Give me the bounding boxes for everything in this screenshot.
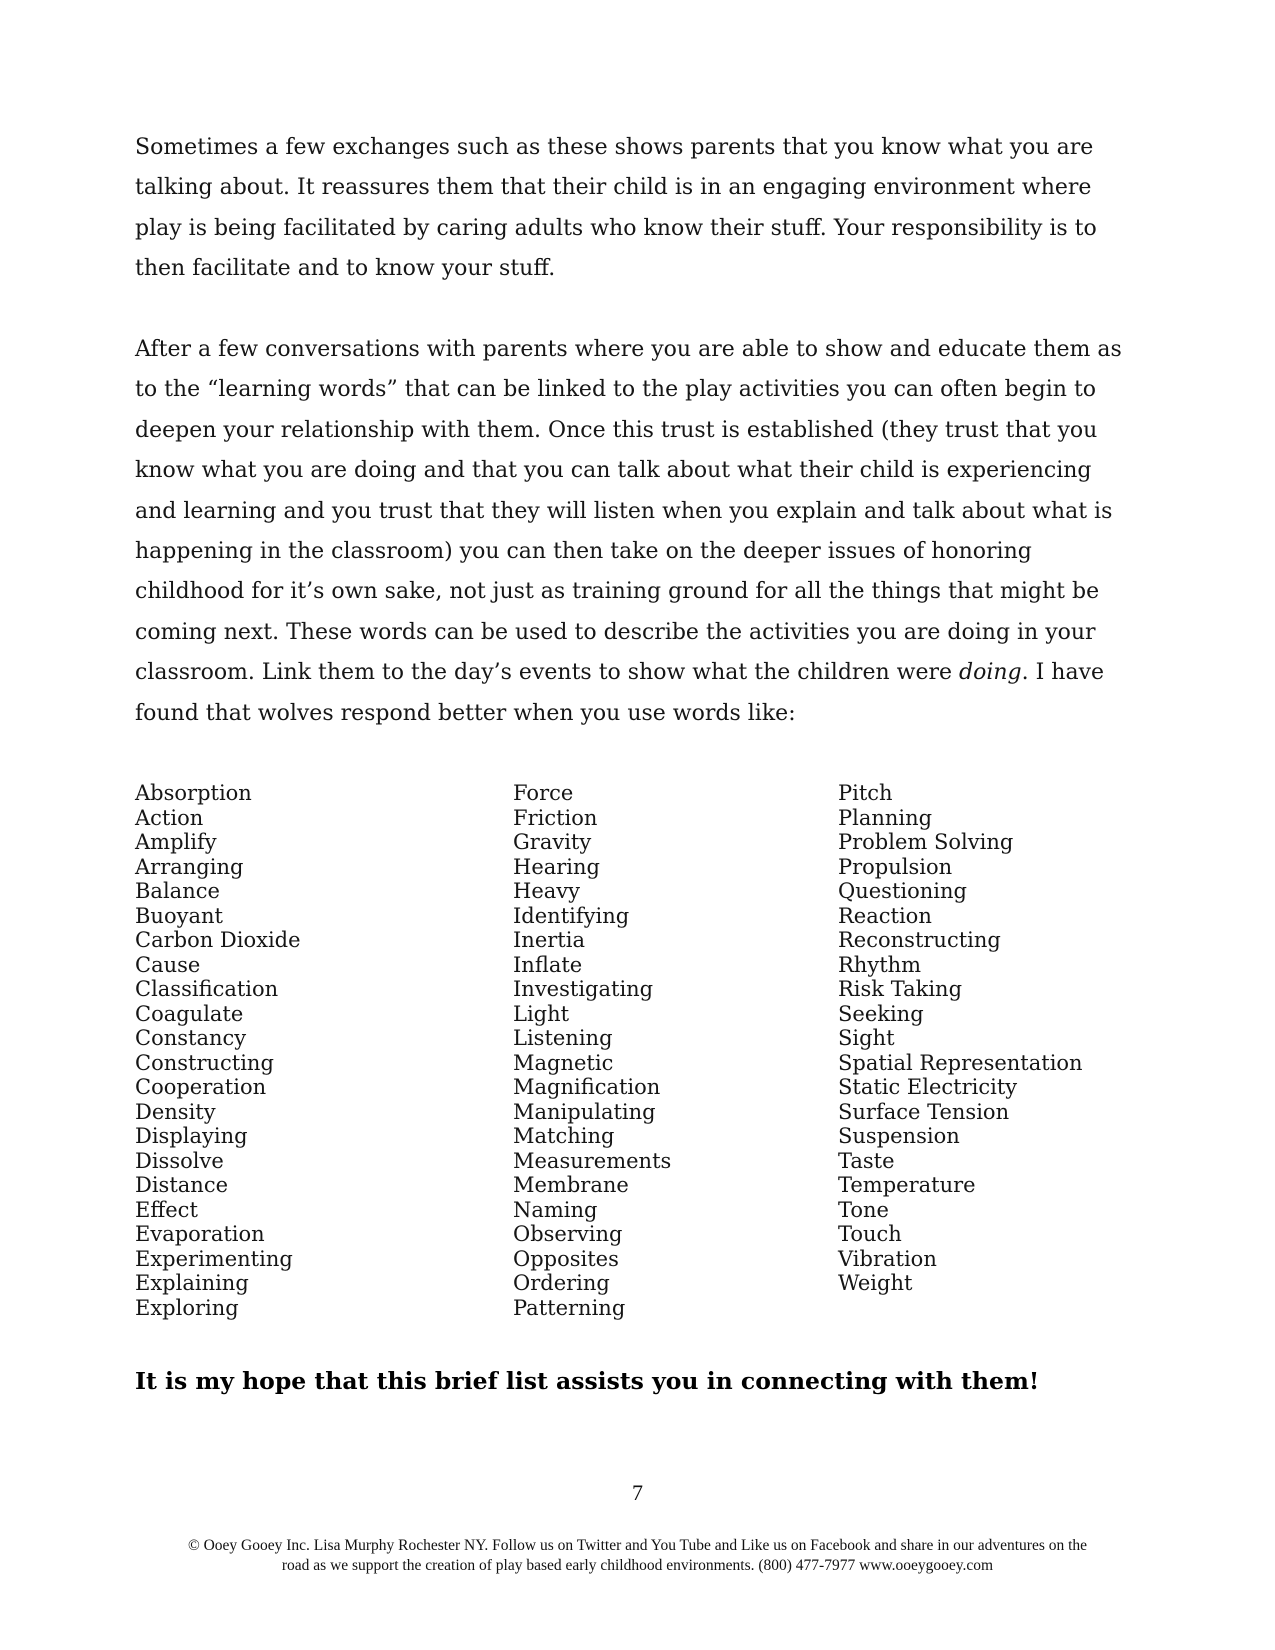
word-list-item: Opposites [513,1246,619,1271]
word-list-item: Exploring [135,1295,239,1320]
word-list-item: Force [513,781,574,805]
word-list-item: Constancy [135,1026,247,1050]
word-list-item: Dissolve [135,1148,224,1173]
word-list-item: Problem Solving [838,830,1014,854]
word-list-item: Density [135,1099,216,1124]
word-list-item: Surface Tension [838,1099,1010,1124]
word-list-item: Reaction [838,903,932,928]
word-list-item: Seeking [838,1001,924,1026]
word-list-item: Classification [135,977,279,1001]
emphasized-word: doing [959,660,1022,686]
word-list-column-3 [838,781,1083,1296]
word-list-item: Absorption [135,781,252,805]
word-list-item: Cause [135,952,201,977]
word-list-column-1 [135,781,301,1320]
footer-line-1: © Ooey Gooey Inc. Lisa Murphy Rochester NY. Follow us on Twitter and You Tube and Like us on Facebook and share in our adventures on the [187,1537,1088,1554]
word-list-item: Pitch [838,781,893,805]
word-list-item: Magnification [513,1075,661,1099]
word-list-item: Vibration [838,1246,937,1271]
word-list-item: Arranging [135,854,244,879]
word-list-item: Measurements [513,1148,672,1173]
word-list-item: Taste [838,1148,895,1173]
word-list-item: Sight [838,1026,895,1050]
word-list-item: Light [513,1001,570,1026]
word-list-item: Action [135,805,204,830]
word-list-item: Planning [838,805,933,830]
paragraph-text: After a few conversations with parents where you are able to show and educate them as to the “learning words” that can be linked to the play activities you can often begin to deepen your relationship with them. Once this trust is established (they trust that you know what you are doing and that you can talk about what their child is experiencing and learning and you trust that they will listen when you explain and talk about what is happening in the classroom) you can then take on the deeper issues of honoring childhood for it’s own sake, not just as training ground for all the things that might be coming next. These words can be used to describe the activities you are doing in your classroom. Link them to the day’s events to show what the children were [135,337,1122,686]
word-list-item: Magnetic [513,1050,614,1075]
word-list-item: Naming [513,1197,598,1222]
word-list-item: Questioning [838,879,967,903]
word-list-item: Distance [135,1173,229,1197]
word-list-item: Rhythm [838,952,922,977]
word-list-item: Buoyant [135,903,223,928]
word-list-column-2 [513,781,671,1320]
word-list-item: Coagulate [135,1001,244,1026]
word-list-item: Touch [838,1222,902,1246]
word-list-item: Amplify [135,830,217,854]
word-list-item: Heavy [513,879,580,903]
word-list-item: Inertia [513,928,585,952]
word-list-item: Hearing [513,854,600,879]
word-list-item: Manipulating [513,1099,656,1124]
word-list-item: Tone [838,1197,889,1222]
word-list-item: Gravity [513,830,592,854]
word-list-item: Risk Taking [838,977,963,1001]
word-list-item: Reconstructing [838,928,1001,952]
word-list-item: Constructing [135,1050,274,1075]
word-list-item: Effect [135,1197,198,1222]
word-list-item: Experimenting [135,1246,293,1271]
word-list-item: Observing [513,1222,623,1246]
word-list-item: Matching [513,1124,615,1148]
word-list-item: Evaporation [135,1222,265,1246]
footer [100,1536,1175,1576]
intro-paragraph: Sometimes a few exchanges such as these shows parents that you know what you are talking about. It reassures them that their child is in an engaging environment where play is being facilitated by caring adults who know their stuff. Your responsibility is to then facilitate and to know your stuff. [135,135,1097,282]
word-list-item: Listening [513,1026,613,1050]
word-list-item: Patterning [513,1295,626,1320]
word-list-item: Inflate [513,952,583,977]
word-list-item: Weight [838,1271,913,1295]
word-list-item: Explaining [135,1271,249,1295]
word-list-item: Identifying [513,903,630,928]
word-list-item: Suspension [838,1124,960,1148]
page-number: 7 [632,1480,643,1505]
word-list-item: Investigating [513,977,654,1001]
footer-line-2: road as we support the creation of play based early childhood environments. (800) 477-7977 www.ooeygooey.com [281,1557,994,1574]
word-list-item: Membrane [513,1173,629,1197]
word-list-item: Friction [513,805,598,830]
learning-words-paragraph [135,330,1135,734]
word-list-item: Static Electricity [838,1075,1018,1099]
word-list-item: Propulsion [838,854,953,879]
word-list-item: Balance [135,879,220,903]
word-list-item: Displaying [135,1124,248,1148]
word-list-item: Carbon Dioxide [135,928,301,952]
word-list-item: Temperature [838,1173,976,1197]
paragraph-text-end: . I have found that wolves respond better when you use words like: [135,660,1105,726]
word-list-item: Cooperation [135,1075,267,1099]
closing-statement: It is my hope that this brief list assists you in connecting with them! [135,1367,1040,1395]
word-list-item: Ordering [513,1271,610,1295]
word-list-item: Spatial Representation [838,1050,1083,1075]
